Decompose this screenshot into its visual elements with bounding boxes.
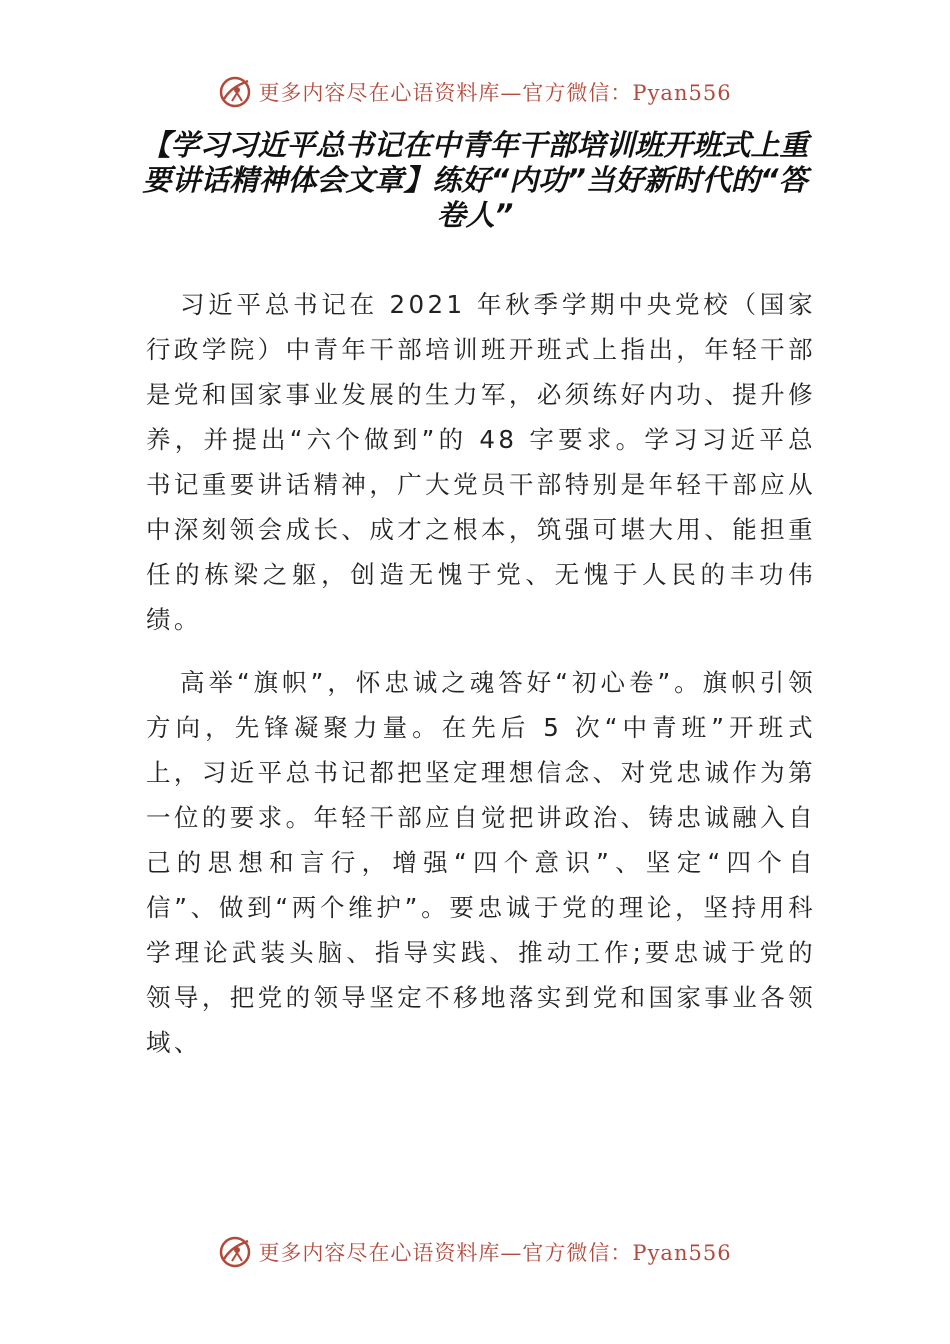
footer-watermark-text: 更多内容尽在心语资料库—官方微信：Pyan556: [258, 1241, 732, 1265]
document-title: 【学习习近平总书记在中青年干部培训班开班式上重要讲话精神体会文章】练好“内功”当好新时代的“答卷人”: [141, 128, 809, 232]
header-watermark-text: 更多内容尽在心语资料库—官方微信：Pyan556: [258, 81, 732, 105]
paragraph: 高举“旗帜”，怀忠诚之魂答好“初心卷”。旗帜引领方向，先锋凝聚力量。在先后 5 次“中青班”开班式上，习近平总书记都把坚定理想信念、对党忠诚作为第一位的要求。年轻干部应自觉把讲政治、铸忠诚融入自己的思想和言行，增强“四个意识”、坚定“四个自信”、做到“两个维护”。要忠诚于党的理论，坚持用科学理论武装头脑、指导实践、推动工作;要忠诚于党的领导，把党的领导坚定不移地落实到党和国家事业各领域、: [146, 668, 816, 1057]
red-circle-person-logo-icon: [218, 1235, 252, 1269]
header-watermark-banner: [0, 72, 950, 112]
red-circle-person-logo-icon: [218, 75, 252, 109]
footer-watermark-banner: [0, 1232, 950, 1272]
document-body: [146, 282, 816, 1083]
paragraph: 习近平总书记在 2021 年秋季学期中央党校（国家行政学院）中青年干部培训班开班式上指出，年轻干部是党和国家事业发展的生力军，必须练好内功、提升修养，并提出“六个做到”的 48 字要求。学习习近平总书记重要讲话精神，广大党员干部特别是年轻干部应从中深刻领会成长、成才之根本，筑强可堪大用、能担重任的栋梁之躯，创造无愧于党、无愧于人民的丰功伟绩。: [146, 290, 816, 634]
